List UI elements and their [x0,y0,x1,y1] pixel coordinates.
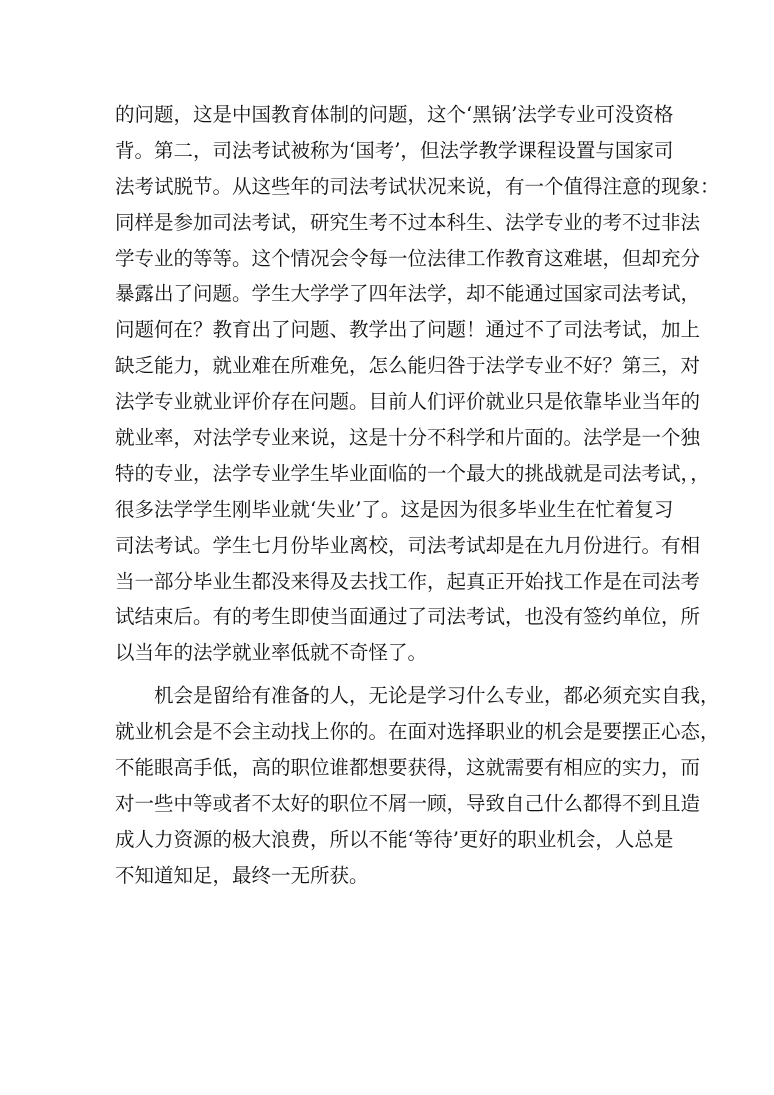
text-line: 特的专业，法学专业学生毕业面临的一个最大的挑战就是司法考试，， [115,461,710,485]
text-line: 成人力资源的极大浪费，所以不能‘等待’更好的职业机会，人总是 [115,827,674,851]
text-line: 背。第二，司法考试被称为‘国考’，但法学教学课程设置与国家司 [115,138,674,162]
text-line: 机会是留给有准备的人，无论是学习什么专业，都必须充实自我， [154,684,720,708]
text-line: 以当年的法学就业率低就不奇怪了。 [115,641,428,665]
text-line: 司法考试。学生七月份毕业离校，司法考试却是在九月份进行。有相 [115,533,701,557]
text-line: 不能眼高手低，高的职位谁都想要获得，这就需要有相应的实力，而 [115,756,701,780]
text-line: 缺乏能力，就业难在所难免，怎么能归咎于法学专业不好？第三，对 [115,354,701,378]
text-line: 很多法学学生刚毕业就‘失业’了。这是因为很多毕业生在忙着复习 [115,497,674,521]
text-line: 当一部分毕业生都没来得及去找工作，起真正开始找工作是在司法考 [115,569,701,593]
text-line: 不知道知足，最终一无所获。 [115,863,369,887]
text-line: 问题何在？教育出了问题、教学出了问题！通过不了司法考试，加上 [115,318,701,342]
document-body [115,97,720,894]
text-line: 就业机会是不会主动找上你的。在面对选择职业的机会是要摆正心态， [115,720,720,744]
text-line: 试结束后。有的考生即使当面通过了司法考试，也没有签约单位，所 [115,605,701,629]
text-line: 法学专业就业评价存在问题。目前人们评价就业只是依靠毕业当年的 [115,390,701,414]
text-line: 法考试脱节。从这些年的司法考试状况来说，有一个值得注意的现象： [115,174,720,198]
text-line: 学专业的等等。这个情况会令每一位法律工作教育这难堪，但却充分 [115,246,701,270]
paragraph-1 [115,97,720,671]
paragraph-2 [115,678,720,893]
text-line: 就业率，对法学专业来说，这是十分不科学和片面的。法学是一个独 [115,426,701,450]
text-line: 暴露出了问题。学生大学学了四年法学，却不能通过国家司法考试， [115,282,701,306]
text-line: 的问题，这是中国教育体制的问题，这个‘黑锅’法学专业可没资格 [115,103,674,126]
text-line: 同样是参加司法考试，研究生考不过本科生、法学专业的考不过非法 [115,210,701,234]
text-line: 对一些中等或者不太好的职位不屑一顾，导致自己什么都得不到且造 [115,791,701,815]
